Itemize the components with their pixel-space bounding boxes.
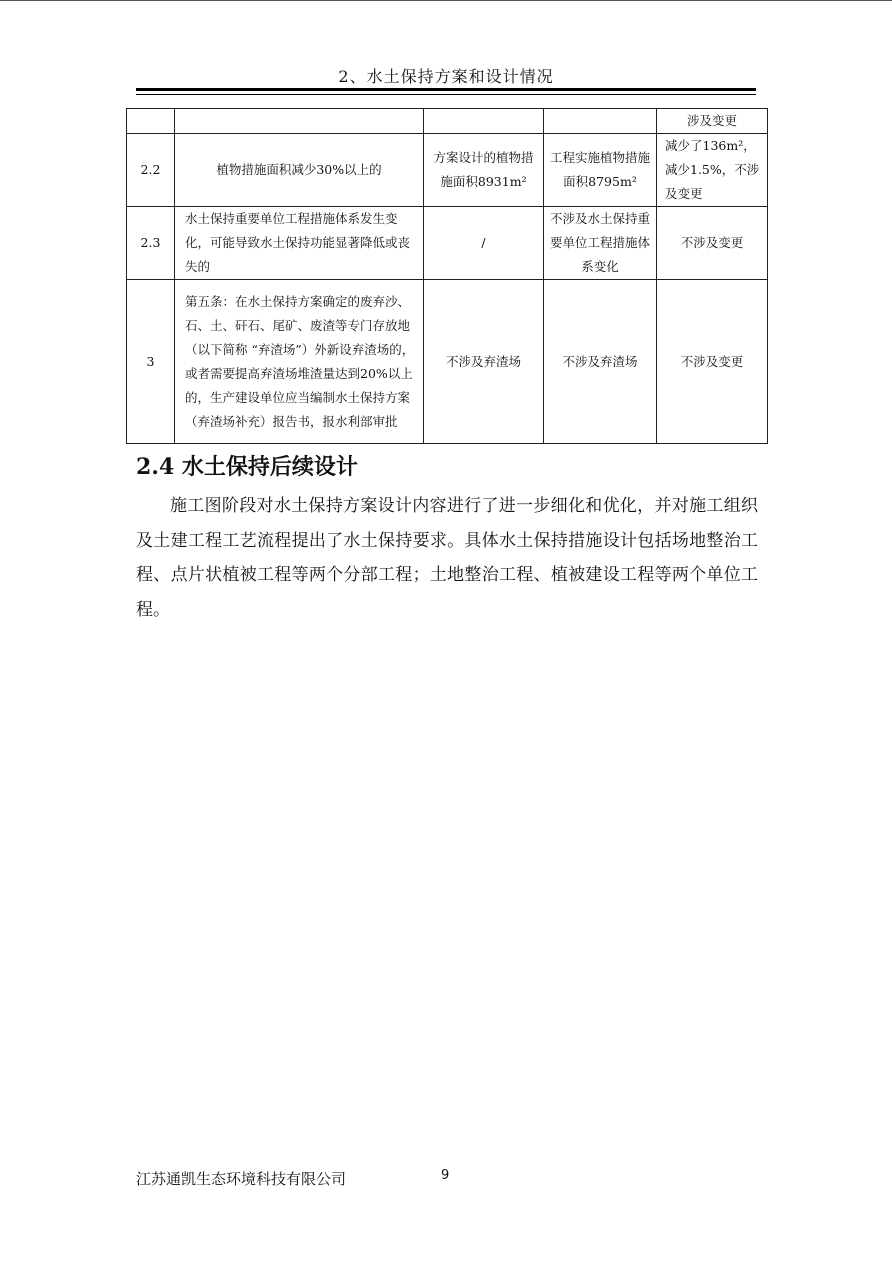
table-cell-no [127,109,175,134]
table-cell-item [175,109,424,134]
table-cell-plan: / [424,207,544,280]
table-cell-actual: 不涉及弃渣场 [544,280,657,444]
table-cell-item: 水土保持重要单位工程措施体系发生变化，可能导致水土保持功能显著降低或丧失的 [175,207,424,280]
footer-company-name: 江苏通凯生态环境科技有限公司 [136,1170,347,1188]
table-cell-plan: 不涉及弃渣场 [424,280,544,444]
section-heading: 2.4 水土保持后续设计 [136,454,358,480]
table-row [127,134,768,207]
table-cell-actual: 工程实施植物措施面积8795m² [544,134,657,207]
table-cell-result: 不涉及变更 [657,280,768,444]
table-cell-result: 不涉及变更 [657,207,768,280]
change-criteria-table [126,108,768,444]
table-cell-no: 3 [127,280,175,444]
table-cell-result: 减少了136m²，减少1.5%，不涉及变更 [657,134,768,207]
table-row [127,109,768,134]
table-cell-actual [544,109,657,134]
table-cell-no: 2.3 [127,207,175,280]
header-rule-thin [136,94,756,95]
table-row [127,280,768,444]
table-cell-no: 2.2 [127,134,175,207]
page-header-title: 2、水土保持方案和设计情况 [338,67,554,86]
header-rule-thick [136,88,756,91]
page-number: 9 [441,1168,450,1183]
table-cell-item: 植物措施面积减少30%以上的 [175,134,424,207]
top-border-line [0,0,892,1]
table-cell-item: 第五条：在水土保持方案确定的废弃沙、石、土、矸石、尾矿、废渣等专门存放地（以下简称 “弃渣场”）外新设弃渣场的，或者需要提高弃渣场堆渣量达到20%以上的，生产建设单位应当编制水土保持方案（弃渣场补充）报告书，报水利部审批 [175,280,424,444]
table-row [127,207,768,280]
table-cell-actual: 不涉及水土保持重要单位工程措施体系变化 [544,207,657,280]
table-cell-plan: 方案设计的植物措施面积8931m² [424,134,544,207]
body-paragraph: 施工图阶段对水土保持方案设计内容进行了进一步细化和优化，并对施工组织及土建工程工艺流程提出了水土保持要求。具体水土保持措施设计包括场地整治工程、点片状植被工程等两个分部工程；土地整治工程、植被建设工程等两个单位工程。 [136,496,758,620]
table-cell-result: 涉及变更 [657,109,768,134]
table-cell-plan [424,109,544,134]
